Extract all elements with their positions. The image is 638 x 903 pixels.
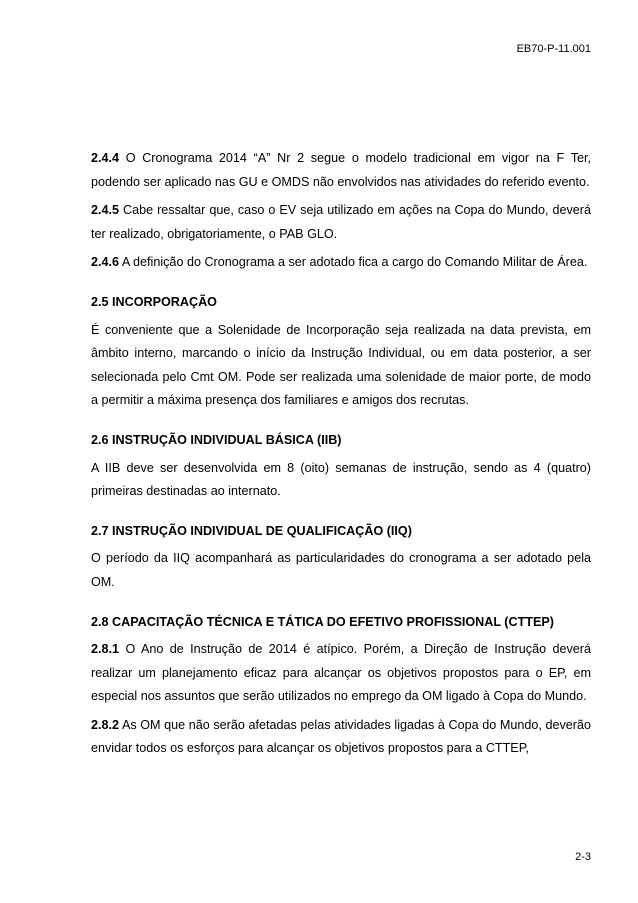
- paragraph-number: 2.4.6: [91, 255, 120, 270]
- paragraph-2-4-4: [91, 147, 591, 194]
- paragraph-number: 2.8.2: [91, 717, 120, 732]
- section-title: 2.6 INSTRUÇÃO INDIVIDUAL BÁSICA (IIB): [91, 432, 342, 447]
- paragraph-text: O Cronograma 2014 “A” Nr 2 segue o modelo tradicional em vigor na F Ter, podendo ser aplicado nas GU e OMDS não envolvidos nas atividades do referido evento.: [91, 151, 591, 189]
- document-code: EB70-P-11.001: [516, 43, 591, 55]
- paragraph-text: As OM que não serão afetadas pelas atividades ligadas à Copa do Mundo, deverão envidar todos os esforços para alcançar os objetivos propostos para a CTTEP,: [91, 717, 591, 756]
- paragraph-text: Cabe ressaltar que, caso o EV seja utilizado em ações na Copa do Mundo, deverá ter realizado, obrigatoriamente, o PAB GLO.: [91, 203, 591, 241]
- section-2-7: [91, 520, 591, 595]
- paragraph-2-8-2: [91, 714, 591, 761]
- section-2-5: [91, 291, 591, 413]
- section-text: A IIB deve ser desenvolvida em 8 (oito) semanas de instrução, sendo as 4 (quatro) primeiras destinadas ao internato.: [91, 460, 591, 499]
- page-number: 2-3: [575, 851, 591, 863]
- section-text: É conveniente que a Solenidade de Incorporação seja realizada na data prevista, em âmbito interno, marcando o início da Instrução Individual, ou em data posterior, a ser selecionada pelo Cmt OM. Pode ser realizada uma solenidade de maior porte, de modo a permitir a máxima presença dos familiares e amigos dos recrutas.: [91, 322, 591, 408]
- paragraph-number: 2.4.4: [91, 151, 120, 165]
- section-title: 2.7 INSTRUÇÃO INDIVIDUAL DE QUALIFICAÇÃO (IIQ): [91, 523, 412, 538]
- page-content: [91, 147, 591, 761]
- paragraph-number: 2.8.1: [91, 642, 120, 657]
- section-text: O período da IIQ acompanhará as particularidades do cronograma a ser adotado pela OM.: [91, 551, 591, 589]
- paragraph-text: O Ano de Instrução de 2014 é atípico. Porém, a Direção de Instrução deverá realizar um planejamento eficaz para alcançar os objetivos propostos para o EP, em especial nos assuntos que serão utilizados no emprego da OM ligado à Copa do Mundo.: [91, 642, 592, 704]
- section-2-6: [91, 429, 591, 504]
- paragraph-2-4-6: [91, 251, 591, 275]
- paragraph-2-4-5: [91, 199, 591, 246]
- paragraph-2-8-1: [91, 638, 591, 709]
- section-title: 2.5 INCORPORAÇÃO: [91, 294, 217, 309]
- paragraph-text: A definição do Cronograma a ser adotado fica a cargo do Comando Militar de Área.: [121, 255, 588, 270]
- section-title: 2.8 CAPACITAÇÃO TÉCNICA E TÁTICA DO EFETIVO PROFISSIONAL (CTTEP): [91, 614, 554, 629]
- paragraph-number: 2.4.5: [91, 203, 120, 218]
- section-2-8: [91, 611, 591, 762]
